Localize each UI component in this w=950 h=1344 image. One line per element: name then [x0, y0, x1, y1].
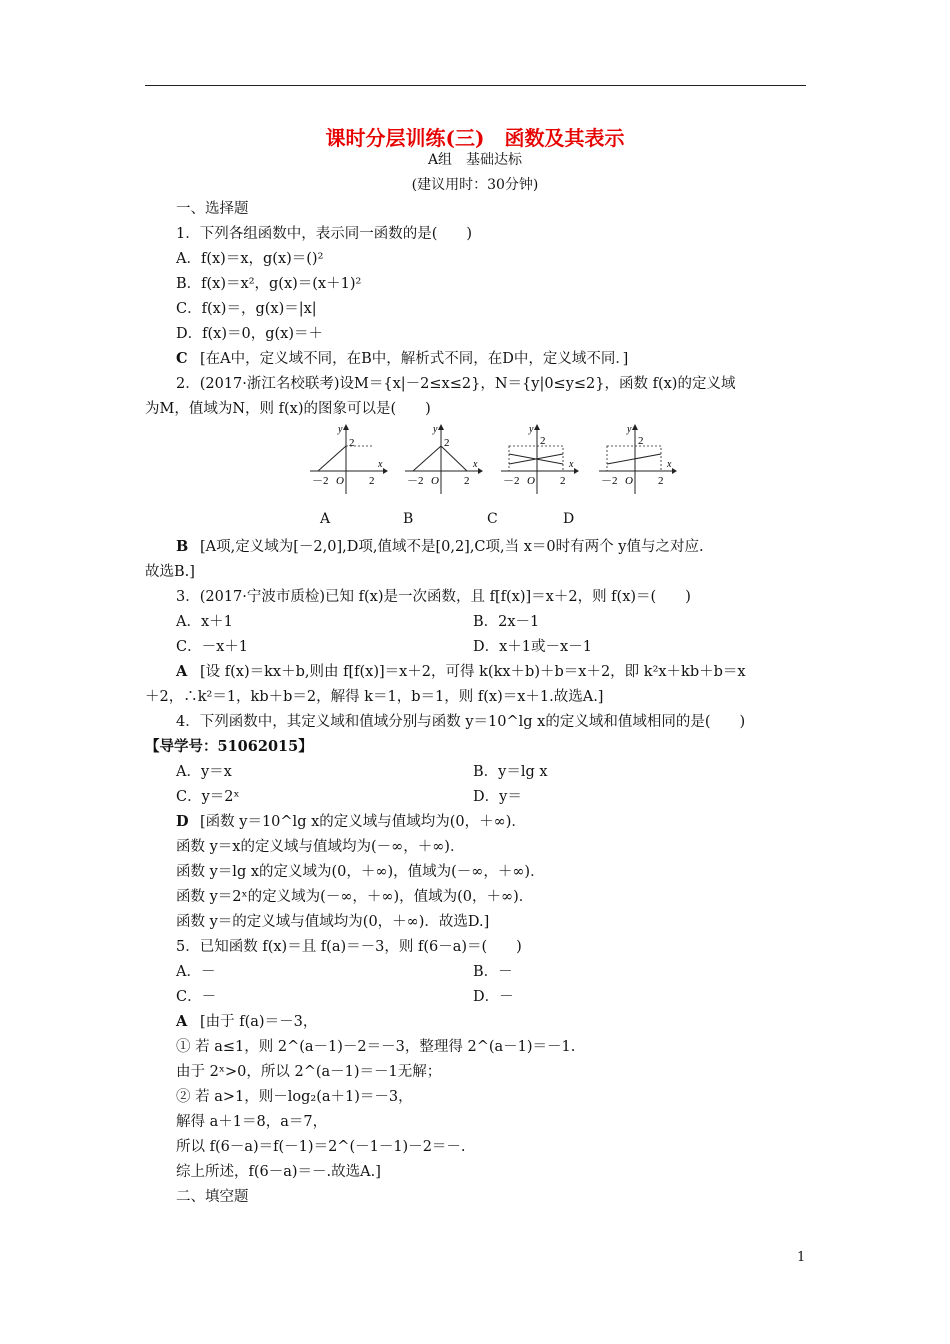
svg-text:2: 2 — [464, 475, 470, 487]
graph-label-c: C — [487, 511, 498, 527]
explanation-line: 函数 y＝lg x的定义域为(0，＋∞)，值域为(－∞，＋∞)． — [176, 864, 545, 880]
header-rule — [145, 85, 806, 86]
svg-text:2: 2 — [349, 437, 355, 449]
section-heading: 二、填空题 — [176, 1189, 249, 1205]
option: D．x＋1或－x－1 — [473, 639, 592, 655]
svg-text:O: O — [527, 475, 535, 487]
explanation-cont: ＋2，∴k²＝1，kb＋b＝2，解得 k＝1，b＝1，则 f(x)＝x＋1.故选A.] — [145, 689, 604, 705]
svg-text:2: 2 — [560, 475, 566, 487]
guide-number: 【导学号：51062015】 — [145, 738, 313, 755]
svg-text:y: y — [338, 424, 343, 435]
svg-text:x: x — [473, 459, 478, 470]
svg-text:O: O — [431, 475, 439, 487]
svg-text:y: y — [433, 424, 438, 435]
option: A．y＝x — [176, 764, 232, 780]
svg-text:－2: －2 — [601, 475, 618, 487]
option: D．－ — [473, 989, 514, 1005]
option: B．2x－1 — [473, 614, 540, 630]
svg-text:2: 2 — [369, 475, 375, 487]
svg-text:x: x — [667, 459, 672, 470]
explanation: [在A中，定义域不同，在B中，解析式不同，在D中，定义域不同．] — [200, 351, 629, 367]
graph-d — [597, 424, 677, 494]
question-4: 4．下列函数中，其定义域和值域分别与函数 y＝10^lg x的定义域和值域相同的是( ) — [176, 714, 746, 730]
svg-text:O: O — [625, 475, 633, 487]
answer-letter: D — [176, 813, 189, 830]
section-heading: 一、选择题 — [176, 201, 249, 217]
option: C．－x＋1 — [176, 639, 248, 655]
explanation: [函数 y＝10^lg x的定义域与值域均为(0，＋∞)． — [200, 814, 526, 830]
graph-c — [499, 424, 579, 494]
svg-text:2: 2 — [658, 475, 664, 487]
svg-text:2: 2 — [540, 435, 546, 447]
explanation-line: 综上所述，f(6－a)＝－.故选A.] — [176, 1164, 381, 1180]
svg-text:x: x — [569, 459, 574, 470]
option: C．－ — [176, 989, 217, 1005]
explanation-line: ② 若 a>1，则－log₂(a＋1)＝－3， — [176, 1089, 413, 1105]
explanation-line: 所以 f(6－a)＝f(－1)＝2^(－1－1)－2＝－. — [176, 1139, 466, 1155]
explanation-line: 函数 y＝的定义域与值域均为(0，＋∞)．故选D.] — [176, 914, 490, 930]
option: D．y＝ — [473, 789, 522, 805]
explanation: [由于 f(a)＝－3， — [200, 1014, 318, 1030]
svg-text:x: x — [378, 459, 383, 470]
page-number: 1 — [797, 1250, 806, 1265]
svg-text:2: 2 — [444, 437, 450, 449]
explanation-line: 函数 y＝x的定义域与值域均为(－∞，＋∞)． — [176, 839, 465, 855]
svg-text:－2: －2 — [407, 475, 424, 487]
option: C．f(x)＝，g(x)＝|x| — [176, 301, 317, 317]
option: A．x＋1 — [176, 614, 233, 630]
graph-b — [403, 424, 483, 494]
option: A．f(x)＝x，g(x)＝()² — [176, 251, 324, 267]
answer-letter: B — [176, 538, 189, 555]
tick-neg2: －2 — [312, 475, 329, 487]
graph-label-b: B — [403, 511, 414, 527]
explanation-cont: 故选B.] — [145, 564, 195, 580]
graph-label-d: D — [563, 511, 575, 527]
answer-letter: A — [176, 663, 188, 680]
svg-text:O: O — [336, 475, 344, 487]
explanation-line: 由于 2ˣ>0，所以 2^(a－1)＝－1无解； — [176, 1064, 442, 1080]
answer-letter: C — [176, 350, 188, 367]
explanation: [设 f(x)＝kx＋b,则由 f[f(x)]＝x＋2，可得 k(kx＋b)＋b＝x＋2，即 k²x＋kb＋b＝x — [200, 664, 746, 680]
option: B．y＝lg x — [473, 764, 548, 780]
time-hint: (建议用时：30分钟) — [411, 177, 539, 193]
question-1: 1．下列各组函数中，表示同一函数的是( ) — [176, 226, 473, 242]
option: B．－ — [473, 964, 513, 980]
graph-label-a: A — [320, 511, 331, 527]
svg-text:－2: －2 — [503, 475, 520, 487]
question-2: 2．(2017·浙江名校联考)设M＝{x|－2≤x≤2}，N＝{y|0≤y≤2}，函数 f(x)的定义域 — [176, 376, 736, 392]
svg-text:y: y — [627, 424, 632, 435]
explanation-line: ① 若 a≤1，则 2^(a－1)－2＝－3，整理得 2^(a－1)＝－1. — [176, 1039, 576, 1055]
option: A．－ — [176, 964, 216, 980]
svg-text:y: y — [529, 424, 534, 435]
answer-letter: A — [176, 1013, 188, 1030]
option: C．y＝2ˣ — [176, 789, 240, 805]
question-5: 5．已知函数 f(x)＝且 f(a)＝－3，则 f(6－a)＝( ) — [176, 939, 522, 955]
option: D．f(x)＝0，g(x)＝＋ — [176, 326, 323, 342]
question-3: 3．(2017·宁波市质检)已知 f(x)是一次函数，且 f[f(x)]＝x＋2，则 f(x)＝( ) — [176, 589, 691, 605]
explanation-line: 函数 y＝2ˣ的定义域为(－∞，＋∞)，值域为(0，＋∞)． — [176, 889, 534, 905]
question-2-cont: 为M，值域为N，则 f(x)的图象可以是( ) — [145, 401, 431, 417]
svg-text:2: 2 — [638, 435, 644, 447]
option: B．f(x)＝x²，g(x)＝(x＋1)² — [176, 276, 362, 292]
page-title: 课时分层训练(三) 函数及其表示 — [325, 126, 625, 150]
graph-a — [308, 424, 388, 494]
explanation-line: 解得 a＋1＝8，a＝7， — [176, 1114, 328, 1130]
group-label: A组 基础达标 — [427, 152, 523, 168]
explanation: [A项,定义域为[－2,0],D项,值域不是[0,2],C项,当 x＝0时有两个 y值与之对应. — [200, 539, 704, 555]
